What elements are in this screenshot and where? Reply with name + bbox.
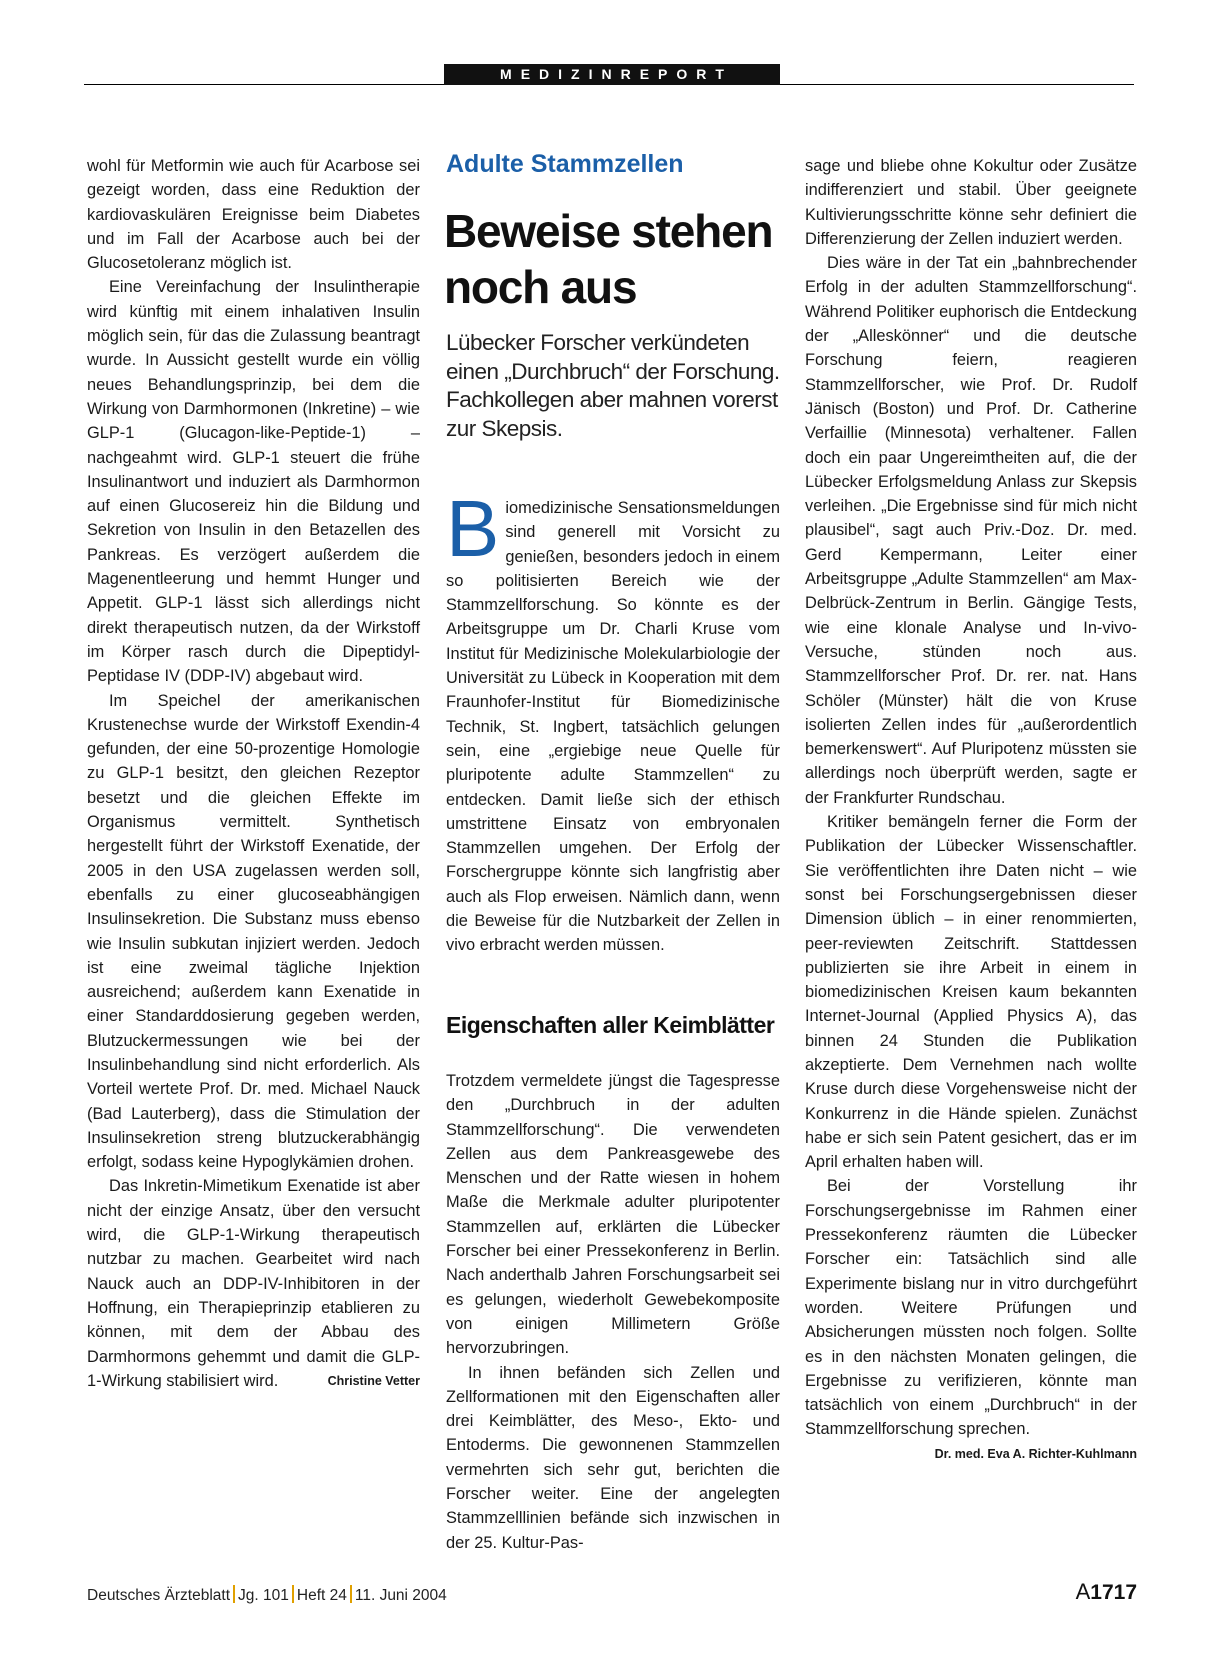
col3-last-text: Bei der Vorstellung ihr Forschungsergebnisse im Rahmen einer Pressekonferenz räumten die Lübecker Forscher ein: Tatsächlich sind alle Experimente bislang nur in vitro durchgeführt worden. Weitere Prüfungen und Absicherungen müssten noch folgen. Sollte es in den nächsten Monaten gelingen, die Ergebnisse zu verifizieren, könnte man tatsächlich von einem „Durchbruch“ in der Stammzellforschung sprechen.	[805, 1177, 1137, 1439]
page-number	[1076, 1579, 1137, 1605]
column-left	[87, 154, 420, 1393]
col1-paragraph: wohl für Metformin wie auch für Acarbose sei gezeigt worden, dass eine Reduktion der kardiovaskulären Ereignisse beim Diabetes und im Fall der Acarbose auch bei der Glucosetoleranz möglich ist.	[87, 157, 420, 273]
col1-paragraph: Eine Vereinfachung der Insulintherapie wird künftig mit einem inhalativen Insulin möglich sein, für das die Zulassung beantragt wurde. In Aussicht gestellt wurde ein völlig neues Behandlungsprinzip, bei dem die Wirkung von Darmhormonen (Inkretine) – wie GLP-1 (Glucagon-like-Peptide-1) – nachgeahmt wird. GLP-1 steuert die frühe Insulinantwort und induziert als Darmhormon auf einen Glucosereiz hin die Bildung und Sekretion von Insulin in den Betazellen des Pankreas. Es verzögert außerdem die Magenentleerung und hemmt Hunger und Appetit. GLP-1 lässt sich allerdings nicht direkt therapeutisch nutzen, da der Wirkstoff im Körper rasch durch die Dipeptidyl-Peptidase IV (DDP-IV) abgebaut wird.	[87, 278, 420, 686]
col3-paragraph	[805, 1174, 1137, 1461]
section-label: MEDIZINREPORT	[444, 64, 780, 85]
col3-paragraph: Kritiker bemängeln ferner die Form der Publikation der Lübecker Wissenschaftler. Sie veröffentlichten ihre Daten nicht – wie sonst bei Forschungsergebnissen dieser Dimension üblich – in einer renommierten, peer-reviewten Zeitschrift. Stattdessen publizierten sie ihre Arbeit in einem in biomedizinischen Kreisen kaum bekannten Internet-Journal (Applied Physics A), das binnen 24 Stunden die Publikation akzeptierte. Dem Vernehmen nach wollte Kruse durch diese Vorgehensweise nicht der Konkurrenz in die Hände spielen. Zunächst habe er sich sein Patent gesichert, das er im April erhalten haben will.	[805, 813, 1137, 1172]
journal-volume: Jg. 101	[238, 1587, 289, 1604]
article-kicker: Adulte Stammzellen	[446, 150, 684, 178]
journal-issue: Heft 24	[296, 1587, 347, 1604]
lead-text: iomedizinische Sensationsmeldungen sind generell mit Vorsicht zu genießen, besonders jedoch in einem so politisierten Bereich wie der Stammzellforschung. So könnte es der Arbeitsgruppe um Dr. Charli Kruse vom Institut für Medizinische Molekularbiologie der Universität zu Lübeck in Kooperation mit dem Fraunhofer-Institut für Biomedizinische Technik, St. Ingbert, tatsächlich gelungen sein, eine „ergiebige neue Quelle für pluripotente adulte Stammzellen“ zu entdecken. Damit ließe sich der ethisch umstrittene Einsatz von embryonalen Stammzellen umgehen. Der Erfolg der Forschergruppe könnte sich langfristig aber auch als Flop erweisen. Nämlich dann, wenn die Beweise für die Nutzbarkeit der Zellen in vivo erbracht werden müssen.	[446, 499, 780, 955]
article-deck: Lübecker Forscher verkündeten einen „Durchbruch“ der Forschung. Fachkollegen aber mahnen vorerst zur Skepsis.	[446, 330, 780, 441]
column-middle	[446, 1069, 780, 1555]
column-right	[805, 154, 1137, 1466]
article-headline: Beweise stehen noch aus	[444, 205, 773, 313]
article-lead	[446, 484, 780, 958]
footer-separator	[292, 1585, 294, 1603]
journal-date: 11. Juni 2004	[354, 1587, 447, 1604]
journal-name: Deutsches Ärzteblatt	[87, 1587, 231, 1604]
drop-cap: B	[446, 484, 500, 573]
col2-paragraph: In ihnen befänden sich Zellen und Zellformationen mit den Eigenschaften aller drei Keimblätter, des Meso-, Ekto- und Entoderms. Die gewonnenen Stammzellen vermehrten sich sehr gut, berichten die Forscher weiter. Eine der angelegten Stammzelllinien befände sich inzwischen in der 25. Kultur-Pas-	[446, 1363, 780, 1552]
author-signature-right: Dr. med. Eva A. Richter-Kuhlmann	[934, 1446, 1137, 1461]
col1-last-text: Das Inkretin-Mimetikum Exenatide ist aber nicht der einzige Ansatz, über den versucht wird, die GLP-1-Wirkung therapeutisch nutzbar zu machen. Gearbeitet wird nach Nauck auch an DDP-IV-Inhibitoren in der Hoffnung, ein Therapieprinzip etablieren zu können, mit dem der Abbau des Darmhormons gehemmt und damit die GLP-1-Wirkung stabilisiert wird.	[87, 1177, 420, 1390]
col2-paragraph: Trotzdem vermeldete jüngst die Tagespresse den „Durchbruch in der adulten Stammzellforschung“. Die verwendeten Zellen aus dem Pankreasgewebe des Menschen und der Ratte wiesen in hohem Maße die Merkmale adulter pluripotenter Stammzellen auf, erklärten die Lübecker Forscher bei einer Pressekonferenz in Berlin. Nach anderthalb Jahren Forschungsarbeit sei es gelungen, wiederholt Gewebekomposite von einigen Millimetern Größe hervorzubringen.	[446, 1072, 780, 1358]
page-prefix: A	[1075, 1579, 1091, 1604]
author-signature-left: Christine Vetter	[327, 1373, 420, 1388]
footer-separator	[350, 1585, 352, 1603]
col3-paragraph: sage und bliebe ohne Kokultur oder Zusätze indifferenziert und stabil. Über geeignete Kultivierungsschritte könne sehr definiert die Differenzierung der Zellen induziert werden.	[805, 157, 1137, 248]
col3-paragraph: Dies wäre in der Tat ein „bahnbrechender Erfolg in der adulten Stammzellforschung“. Während Politiker euphorisch die Entdeckung der „Alleskönner“ und die deutsche Forschung feiern, reagieren Stammzellforscher, wie Prof. Dr. Rudolf Jänisch (Boston) und Prof. Dr. Catherine Verfaillie (Minnesota) verhaltener. Fallen doch ein paar Ungereimtheiten auf, die der Lübecker Erfolgsmeldung Anlass zur Skepsis verleihen. „Die Ergebnisse sind für mich nicht plausibel“, sagt auch Priv.-Doz. Dr. med. Gerd Kempermann, Leiter einer Arbeitsgruppe „Adulte Stammzellen“ am Max-Delbrück-Zentrum in Berlin. Gängige Tests, wie eine klonale Analyse und In-vivo-Versuche, stünden noch aus. Stammzellforscher Prof. Dr. rer. nat. Hans Schöler (Münster) hält die von Kruse isolierten Zellen indes für „außerordentlich bemerkenswert“. Auf Pluripotenz müssten sie allerdings noch überprüft werden, sagte er der Frankfurter Rundschau.	[805, 254, 1137, 807]
col1-paragraph: Im Speichel der amerikanischen Krustenechse wurde der Wirkstoff Exendin-4 gefunden, der eine 50-prozentige Homologie zu GLP-1 besitzt, den gleichen Rezeptor besetzt und die gleichen Effekte im Organismus vermittelt. Synthetisch hergestellt führt der Wirkstoff Exenatide, der 2005 in den USA zugelassen werden soll, ebenfalls zu einer glucoseabhängigen Insulinsekretion. Die Substanz muss ebenso wie Insulin subkutan injiziert werden. Jedoch ist eine zweimal tägliche Injektion ausreichend; außerdem kann Exenatide in einer Standarddosierung gegeben werden, Blutzuckermessungen wie bei der Insulinbehandlung sind nicht erforderlich. Als Vorteil wertete Prof. Dr. med. Michael Nauck (Bad Lauterberg), dass die Stimulation der Insulinsekretion streng blutzuckerabhängig erfolgt, sodass keine Hypoglykämien drohen.	[87, 691, 420, 1172]
page-number-value: 1717	[1090, 1581, 1137, 1604]
article-subhead: Eigenschaften aller Keimblätter	[446, 1012, 775, 1038]
footer-citation	[87, 1585, 447, 1605]
footer-separator	[233, 1585, 235, 1603]
col1-paragraph	[87, 1174, 420, 1393]
